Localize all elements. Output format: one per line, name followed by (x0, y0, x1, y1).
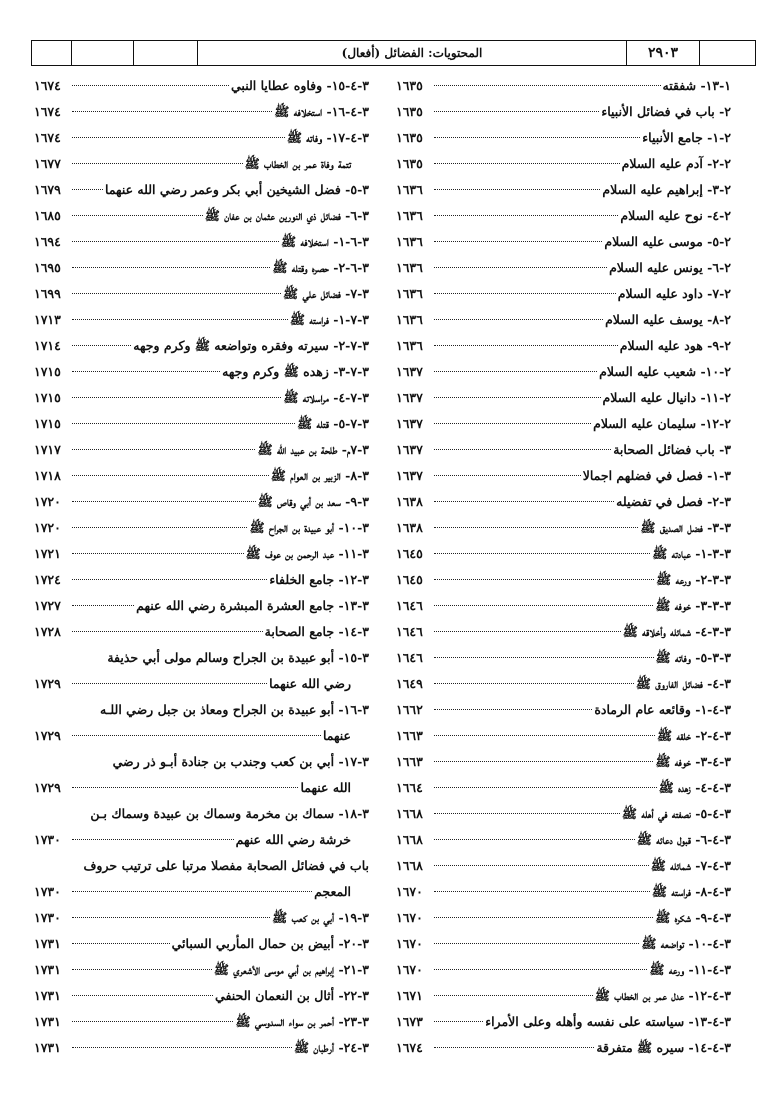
toc-entry (34, 931, 369, 957)
dot-leader (434, 527, 638, 528)
toc-entry-page-number: ١٦٣٥ (396, 130, 423, 145)
header-cell-empty (32, 41, 72, 65)
dot-leader (72, 371, 220, 372)
toc-entry-page-number: ١٧٢٧ (34, 598, 61, 613)
toc-entry-title: الله عنهما (300, 780, 351, 795)
dot-leader (434, 449, 611, 450)
toc-entry-page-number: ١٦٤٥ (396, 546, 423, 561)
toc-entry (34, 281, 369, 307)
toc-entry-page-number: ١٦٤٦ (396, 650, 423, 665)
toc-entry (34, 697, 369, 749)
toc-entry (34, 619, 369, 645)
toc-entry (34, 385, 369, 411)
toc-entry-title: ٣-٣-١- عبادته ﷺ (652, 546, 731, 561)
toc-entry (396, 515, 731, 541)
toc-entry-title: ٣-٦-٢- حصره وقتله ﷺ (272, 260, 369, 275)
toc-entry-title: عنهما (322, 728, 351, 743)
dot-leader (72, 501, 256, 502)
toc-entry-page-number: ١٦٣٦ (396, 338, 423, 353)
toc-entry-title: ٢-٥- موسى عليه السلام (604, 234, 731, 249)
page-title: المحتويات: الفضائل (أفعال) (198, 41, 627, 65)
toc-entry-page-number: ١٦٣٥ (396, 104, 423, 119)
dot-leader (72, 995, 213, 996)
dot-leader (434, 709, 592, 710)
toc-entry-title: ٢-٧- داود عليه السلام (617, 286, 731, 301)
toc-entry-page-number: ١٦٣٦ (396, 312, 423, 327)
dot-leader (434, 553, 650, 554)
toc-entry-page-number: ١٦٦٣ (396, 728, 423, 743)
toc-entry (396, 905, 731, 931)
toc-entry (396, 801, 731, 827)
toc-entry (396, 359, 731, 385)
toc-entry-page-number: ١٦٧٠ (396, 910, 423, 925)
toc-entry (34, 593, 369, 619)
toc-entry-page-number: ١٦٣٦ (396, 182, 423, 197)
toc-entry-page-number: ١٦٦٨ (396, 832, 423, 847)
toc-entry-title: ١-١٣- شفقته (662, 78, 731, 93)
dot-leader (434, 943, 639, 944)
toc-entry (396, 775, 731, 801)
toc-entry (396, 463, 731, 489)
toc-entry-title: ٣-٤-١- وقائعه عام الرمادة (594, 702, 731, 717)
toc-entry (396, 255, 731, 281)
dot-leader (434, 839, 635, 840)
dot-leader (72, 683, 267, 684)
toc-entry-page-number: ١٧٣٠ (34, 910, 61, 925)
dot-leader (434, 657, 654, 658)
dot-leader (72, 189, 103, 190)
toc-entry-title: ٣-١٠- أبو عبيدة بن الجراح ﷺ (249, 520, 369, 535)
toc-entry-title: ٣-٧م- طلحة بن عبيد الله ﷺ (257, 442, 369, 457)
toc-entry-title: ٣-٣-٤- شمائله وأخلاقه ﷺ (622, 624, 731, 639)
toc-entry-title: ٣-٢٤- أرطبان ﷺ (293, 1040, 369, 1055)
toc-entry (34, 99, 369, 125)
dot-leader (434, 1021, 483, 1022)
toc-entry (34, 515, 369, 541)
toc-entry (34, 73, 369, 99)
toc-entry-page-number: ١٦٧٣ (396, 1014, 423, 1029)
toc-entry-page-number: ١٧٢٩ (34, 728, 61, 743)
toc-entry-page-number: ١٧١٥ (34, 364, 61, 379)
toc-entry-title: ٢-١٢- سليمان عليه السلام (593, 416, 731, 431)
toc-entry-page-number: ١٦٣٦ (396, 208, 423, 223)
toc-entry-title: ٣-٢٣- أحمر بن سواء السدوسي ﷺ (235, 1014, 369, 1029)
dot-leader (72, 241, 279, 242)
toc-entry (396, 827, 731, 853)
toc-entry-title: خرشة رضي الله عنهم (235, 832, 351, 847)
toc-entry-page-number: ١٧١٥ (34, 390, 61, 405)
toc-entry-page-number: ١٧٢٩ (34, 780, 61, 795)
toc-entry-page-number: ١٧٢٩ (34, 676, 61, 691)
toc-entry-title: ٣-٧-٤- مراسلاته ﷺ (283, 390, 369, 405)
toc-entry-title: ٣-٤-٧- شمائله ﷺ (650, 858, 731, 873)
toc-entry-page-number: ١٦٧٤ (34, 104, 61, 119)
toc-entry-title: ٣-١٤- جامع الصحابة (264, 624, 369, 639)
dot-leader (434, 995, 593, 996)
toc-entry-page-number: ١٧٢١ (34, 546, 61, 561)
dot-leader (434, 865, 649, 866)
dot-leader (434, 605, 653, 606)
toc-entry-page-number: ١٦٩٤ (34, 234, 61, 249)
toc-entry (34, 853, 369, 905)
toc-entry (34, 255, 369, 281)
toc-entry-title-line: ٣-١٥- أبو عبيدة بن الجراح وسالم مولى أبي حذيفة (107, 650, 369, 665)
toc-entry-page-number: ١٧٣٠ (34, 884, 61, 899)
dot-leader (72, 215, 203, 216)
toc-entry-title: ٣-٥- فضل الشيخين أبي بكر وعمر رضي الله عنهما (105, 182, 369, 197)
dot-leader (72, 787, 298, 788)
dot-leader (434, 397, 601, 398)
toc-entry (34, 1009, 369, 1035)
toc-entry-page-number: ١٦٦٣ (396, 754, 423, 769)
toc-entry (396, 1035, 731, 1061)
toc-entry-title: ٣-٧-٣- زهده ﷺ وكرم وجهه (222, 364, 369, 379)
toc-entry-page-number: ١٧١٨ (34, 468, 61, 483)
dot-leader (434, 189, 600, 190)
toc-entry-page-number: ١٦٦٢ (396, 702, 423, 717)
toc-entry (396, 307, 731, 333)
dot-leader (434, 319, 603, 320)
toc-entry-page-number: ١٦٣٧ (396, 390, 423, 405)
toc-entry-page-number: ١٧١٣ (34, 312, 61, 327)
toc-entry-title: ٣-٤-١٢- عدل عمر بن الخطاب ﷺ (594, 988, 731, 1003)
toc-entry (396, 151, 731, 177)
toc-entry-page-number: ١٦٧٤ (34, 130, 61, 145)
toc-entry (34, 567, 369, 593)
toc-entry-title: ٣-٧-٥- قتله ﷺ (297, 416, 369, 431)
dot-leader (72, 423, 295, 424)
dot-leader (434, 579, 654, 580)
toc-entry-title: ٣- باب فضائل الصحابة (613, 442, 731, 457)
toc-entry-title: ٢- باب في فضائل الأنبياء (601, 104, 731, 119)
toc-entry (396, 879, 731, 905)
dot-leader (72, 891, 312, 892)
toc-entry-page-number: ١٦٣٦ (396, 234, 423, 249)
toc-entry-title: ٣-٢١- إبراهيم بن أبي موسى الأشعري ﷺ (213, 962, 369, 977)
header-cell-empty (72, 41, 134, 65)
dot-leader (434, 813, 620, 814)
toc-entry-page-number: ١٦٧٤ (34, 78, 61, 93)
toc-entry-title-line: ٣-١٨- سماك بن مخرمة وسماك بن عبيدة وسماك بـن (90, 806, 369, 821)
dot-leader (434, 111, 599, 112)
toc-entry-title: ٢-٢- آدم عليه السلام (621, 156, 731, 171)
toc-entry-title: ٣-٨- الزبير بن العوام ﷺ (270, 468, 369, 483)
dot-leader (434, 735, 655, 736)
toc-entry-title: ٢-١- جامع الأنبياء (642, 130, 731, 145)
toc-left-column (34, 73, 369, 1061)
toc-entry-page-number: ١٦٤٦ (396, 598, 423, 613)
toc-entry (34, 437, 369, 463)
toc-entry-page-number: ١٦٩٩ (34, 286, 61, 301)
dot-leader (72, 917, 270, 918)
toc-entry-title-line: باب في فضائل الصحابة مفصلا مرتبا على ترتيب حروف (83, 858, 369, 873)
dot-leader (72, 137, 285, 138)
toc-entry-title: ٣-١٩- أبي بن كعب ﷺ (272, 910, 369, 925)
toc-entry (396, 437, 731, 463)
toc-entry-title: ٣-٧- فضائل علي ﷺ (283, 286, 369, 301)
toc-entry-page-number: ١٦٦٨ (396, 858, 423, 873)
toc-entry (34, 957, 369, 983)
toc-entry (34, 983, 369, 1009)
toc-entry (396, 489, 731, 515)
toc-entry (34, 489, 369, 515)
toc-entry-title: ٣-٤- فضائل الفاروق ﷺ (635, 676, 731, 691)
dot-leader (434, 137, 640, 138)
toc-entry-page-number: ١٦٧٩ (34, 182, 61, 197)
toc-entry-title: ٣-٤-٩- شكره ﷺ (655, 910, 731, 925)
toc-entry (396, 203, 731, 229)
dot-leader (72, 969, 212, 970)
toc-entry (396, 73, 731, 99)
toc-entry (396, 931, 731, 957)
toc-entry-page-number: ١٦٧٠ (396, 962, 423, 977)
page-header (31, 40, 756, 66)
toc-entry-page-number: ١٧٢٨ (34, 624, 61, 639)
toc-entry-page-number: ١٦٨٥ (34, 208, 61, 223)
dot-leader (72, 319, 288, 320)
toc-entry-title: ٣-٤-٢- خلقه ﷺ (657, 728, 731, 743)
dot-leader (434, 345, 618, 346)
toc-entry-title: ٣-٣-٢- ورعه ﷺ (656, 572, 731, 587)
toc-entry-page-number: ١٧٢٠ (34, 494, 61, 509)
toc-entry-page-number: ١٧١٥ (34, 416, 61, 431)
toc-entry (34, 177, 369, 203)
toc-entry (396, 983, 731, 1009)
dot-leader (72, 449, 255, 450)
dot-leader (72, 553, 244, 554)
toc-entry-title: ٣-٧-٢- سيرته وفقره وتواضعه ﷺ وكرم وجهه (133, 338, 369, 353)
toc-right-column (396, 73, 731, 1061)
toc-entry-title: ٢-٩- هود عليه السلام (619, 338, 731, 353)
dot-leader (434, 683, 634, 684)
toc-entry (34, 1035, 369, 1061)
dot-leader (72, 943, 170, 944)
toc-entry (396, 1009, 731, 1035)
toc-entry (396, 177, 731, 203)
toc-entry-page-number: ١٦٣٦ (396, 260, 423, 275)
toc-entry (34, 203, 369, 229)
dot-leader (72, 1047, 292, 1048)
dot-leader (72, 735, 321, 736)
header-cell-empty (700, 41, 755, 65)
toc-entry (396, 853, 731, 879)
toc-entry-title: ٣-٩- سعد بن أبي وقاص ﷺ (257, 494, 369, 509)
dot-leader (434, 371, 597, 372)
toc-entry (396, 593, 731, 619)
toc-entry-title: ٣-٢٢- أثال بن النعمان الحنفي (215, 988, 369, 1003)
toc-entry-page-number: ١٦٧٠ (396, 936, 423, 951)
toc-entry-page-number: ١٦٧١ (396, 988, 423, 1003)
toc-entry (34, 801, 369, 853)
toc-entry-title: ٣-٤-٥- نصفته في أهله ﷺ (621, 806, 731, 821)
toc-entry-page-number: ١٦٤٦ (396, 624, 423, 639)
toc-entry-page-number: ١٧٣١ (34, 988, 61, 1003)
dot-leader (72, 475, 269, 476)
dot-leader (434, 241, 602, 242)
dot-leader (434, 787, 657, 788)
dot-leader (72, 111, 272, 112)
toc-entry-title: ٣-٦- فضائل ذي النورين عثمان بن عفان ﷺ (204, 208, 369, 223)
toc-entry (396, 229, 731, 255)
dot-leader (434, 917, 653, 918)
dot-leader (72, 839, 234, 840)
toc-entry (396, 99, 731, 125)
toc-entry-title: ٣-٢٠- أبيض بن حمال المأربي السبائي (171, 936, 369, 951)
toc-entry (34, 333, 369, 359)
dot-leader (72, 579, 267, 580)
toc-entry (396, 619, 731, 645)
toc-entry-title: ٣-٤-٦- قبول دعائه ﷺ (636, 832, 731, 847)
toc-entry-title: ٣-٦-١- استخلافه ﷺ (281, 234, 369, 249)
toc-entry-title: ٣-٤-١١- ورعه ﷺ (649, 962, 731, 977)
dot-leader (72, 605, 134, 606)
toc-entry (34, 125, 369, 151)
toc-entry (396, 567, 731, 593)
toc-entry (396, 125, 731, 151)
toc-entry (396, 723, 731, 749)
toc-entry-page-number: ١٦٣٥ (396, 156, 423, 171)
dot-leader (72, 631, 263, 632)
toc-entry-title: ٣-١١- عبد الرحمن بن عوف ﷺ (245, 546, 369, 561)
toc-entry (396, 333, 731, 359)
toc-entry-title-line: ٣-١٦- أبو عبيدة بن الجراح ومعاذ بن جبل رضي اللـه (100, 702, 369, 717)
toc-entry (396, 697, 731, 723)
toc-entry-title: ٢-١٠- شعيب عليه السلام (599, 364, 731, 379)
dot-leader (434, 163, 620, 164)
dot-leader (72, 397, 281, 398)
toc-entry-page-number: ١٧٣١ (34, 936, 61, 951)
toc-entry (396, 749, 731, 775)
toc-entry-page-number: ١٦٦٨ (396, 806, 423, 821)
toc-entry-title: ٣-١٣- جامع العشرة المبشرة رضي الله عنهم (136, 598, 369, 613)
toc-entry-title: ٢-٤- نوح عليه السلام (620, 208, 731, 223)
toc-entry (34, 151, 369, 177)
toc-entry-title: ٣-٤-١٦- استخلافه ﷺ (274, 104, 369, 119)
toc-entry-page-number: ١٦٩٥ (34, 260, 61, 275)
toc-entry (34, 463, 369, 489)
toc-entry-title: ٣-١- فصل في فضلهم اجمالا (582, 468, 731, 483)
toc-entry (34, 411, 369, 437)
dot-leader (434, 631, 621, 632)
toc-entry (396, 645, 731, 671)
toc-entry-title: ٢-١١- دانيال عليه السلام (602, 390, 731, 405)
toc-entry-page-number: ١٦٦٤ (396, 780, 423, 795)
toc-entry-page-number: ١٧٢٠ (34, 520, 61, 535)
toc-entry-title: ٣-٣- فضل الصديق ﷺ (640, 520, 731, 535)
toc-entry-title: تتمة وفاة عمر بن الخطاب ﷺ (244, 156, 351, 171)
dot-leader (434, 423, 591, 424)
dot-leader (72, 267, 270, 268)
toc-entry-title: ٣-٣-٥- وفاته ﷺ (655, 650, 731, 665)
page-number: ٢٩٠٣ (627, 41, 700, 65)
dot-leader (434, 475, 581, 476)
toc-entry-page-number: ١٧١٧ (34, 442, 61, 457)
toc-entry-title: ٣-٤-١٠- تواضعه ﷺ (641, 936, 731, 951)
dot-leader (434, 761, 653, 762)
toc-entry (34, 645, 369, 697)
toc-entry-title: ٢-٣- إبراهيم عليه السلام (602, 182, 731, 197)
toc-entry-title: ٣-٤-٤- زهده ﷺ (658, 780, 731, 795)
toc-entry-title: ٣-٤-٣- خوفه ﷺ (655, 754, 731, 769)
toc-entry-page-number: ١٦٣٧ (396, 364, 423, 379)
toc-entry-title-line: ٣-١٧- أبي بن كعب وجندب بن جنادة أبـو ذر رضي (112, 754, 369, 769)
toc-entry (396, 957, 731, 983)
toc-entry-title: ٣-٣-٣- خوفه ﷺ (655, 598, 731, 613)
toc-entry-page-number: ١٦٣٨ (396, 494, 423, 509)
dot-leader (72, 527, 247, 528)
dot-leader (434, 891, 650, 892)
dot-leader (72, 345, 131, 346)
toc-entry (34, 541, 369, 567)
toc-entry-page-number: ١٧٢٤ (34, 572, 61, 587)
toc-entry-page-number: ١٧٣١ (34, 962, 61, 977)
toc-entry-title: ٣-٤-١٤- سيره ﷺ متفرقة (596, 1040, 731, 1055)
toc-entry-title: ٣-٢- فصل في تفضيله (616, 494, 731, 509)
toc-entry-page-number: ١٧٣١ (34, 1014, 61, 1029)
toc-entry-page-number: ١٦٤٥ (396, 572, 423, 587)
toc-entry-page-number: ١٦٣٧ (396, 442, 423, 457)
toc-entry-title: ٣-٤-١٣- سياسته على نفسه وأهله وعلى الأمراء (485, 1014, 731, 1029)
header-cell-empty (134, 41, 198, 65)
toc-entry (396, 541, 731, 567)
dot-leader (434, 293, 616, 294)
toc-entry-page-number: ١٦٤٩ (396, 676, 423, 691)
toc-entry (34, 905, 369, 931)
toc-entry (34, 749, 369, 801)
toc-entry-title: ٢-٨- يوسف عليه السلام (605, 312, 731, 327)
toc-entry-title: ٣-١٢- جامع الخلفاء (269, 572, 369, 587)
dot-leader (434, 969, 647, 970)
toc-entry-title: ٣-٧-١- فراسته ﷺ (289, 312, 369, 327)
toc-entry (34, 359, 369, 385)
dot-leader (72, 293, 281, 294)
toc-entry-page-number: ١٧١٤ (34, 338, 61, 353)
toc-entry-page-number: ١٦٣٦ (396, 286, 423, 301)
toc-entry (396, 385, 731, 411)
toc-entry-page-number: ١٦٧٠ (396, 884, 423, 899)
toc-entry-page-number: ١٧٣٠ (34, 832, 61, 847)
dot-leader (434, 501, 614, 502)
toc-entry-page-number: ١٦٣٥ (396, 78, 423, 93)
dot-leader (72, 1021, 233, 1022)
toc-entry-page-number: ١٦٧٤ (396, 1040, 423, 1055)
toc-entry-page-number: ١٧٣١ (34, 1040, 61, 1055)
dot-leader (434, 267, 607, 268)
dot-leader (434, 85, 661, 86)
toc-entry-page-number: ١٦٣٧ (396, 416, 423, 431)
toc-entry-title: ٣-٤-١٧- وفاته ﷺ (286, 130, 369, 145)
toc-entry-page-number: ١٦٣٨ (396, 520, 423, 535)
toc-entry-title: ٢-٦- يونس عليه السلام (609, 260, 731, 275)
toc-entry-title: ٣-٤-١٥- وفاوه عطايا النبي (231, 78, 369, 93)
toc-entry (34, 307, 369, 333)
toc-entry (396, 281, 731, 307)
toc-entry-title: ٣-٤-٨- فراسته ﷺ (651, 884, 731, 899)
toc-entry-title: رضي الله عنهما (269, 676, 351, 691)
toc-entry-title: المعجم (314, 884, 351, 899)
dot-leader (434, 1047, 594, 1048)
dot-leader (72, 163, 243, 164)
toc-entry (34, 229, 369, 255)
toc-entry-page-number: ١٦٧٧ (34, 156, 61, 171)
dot-leader (434, 215, 618, 216)
dot-leader (72, 85, 229, 86)
toc-entry-page-number: ١٦٣٧ (396, 468, 423, 483)
toc-entry (396, 411, 731, 437)
toc-entry (396, 671, 731, 697)
